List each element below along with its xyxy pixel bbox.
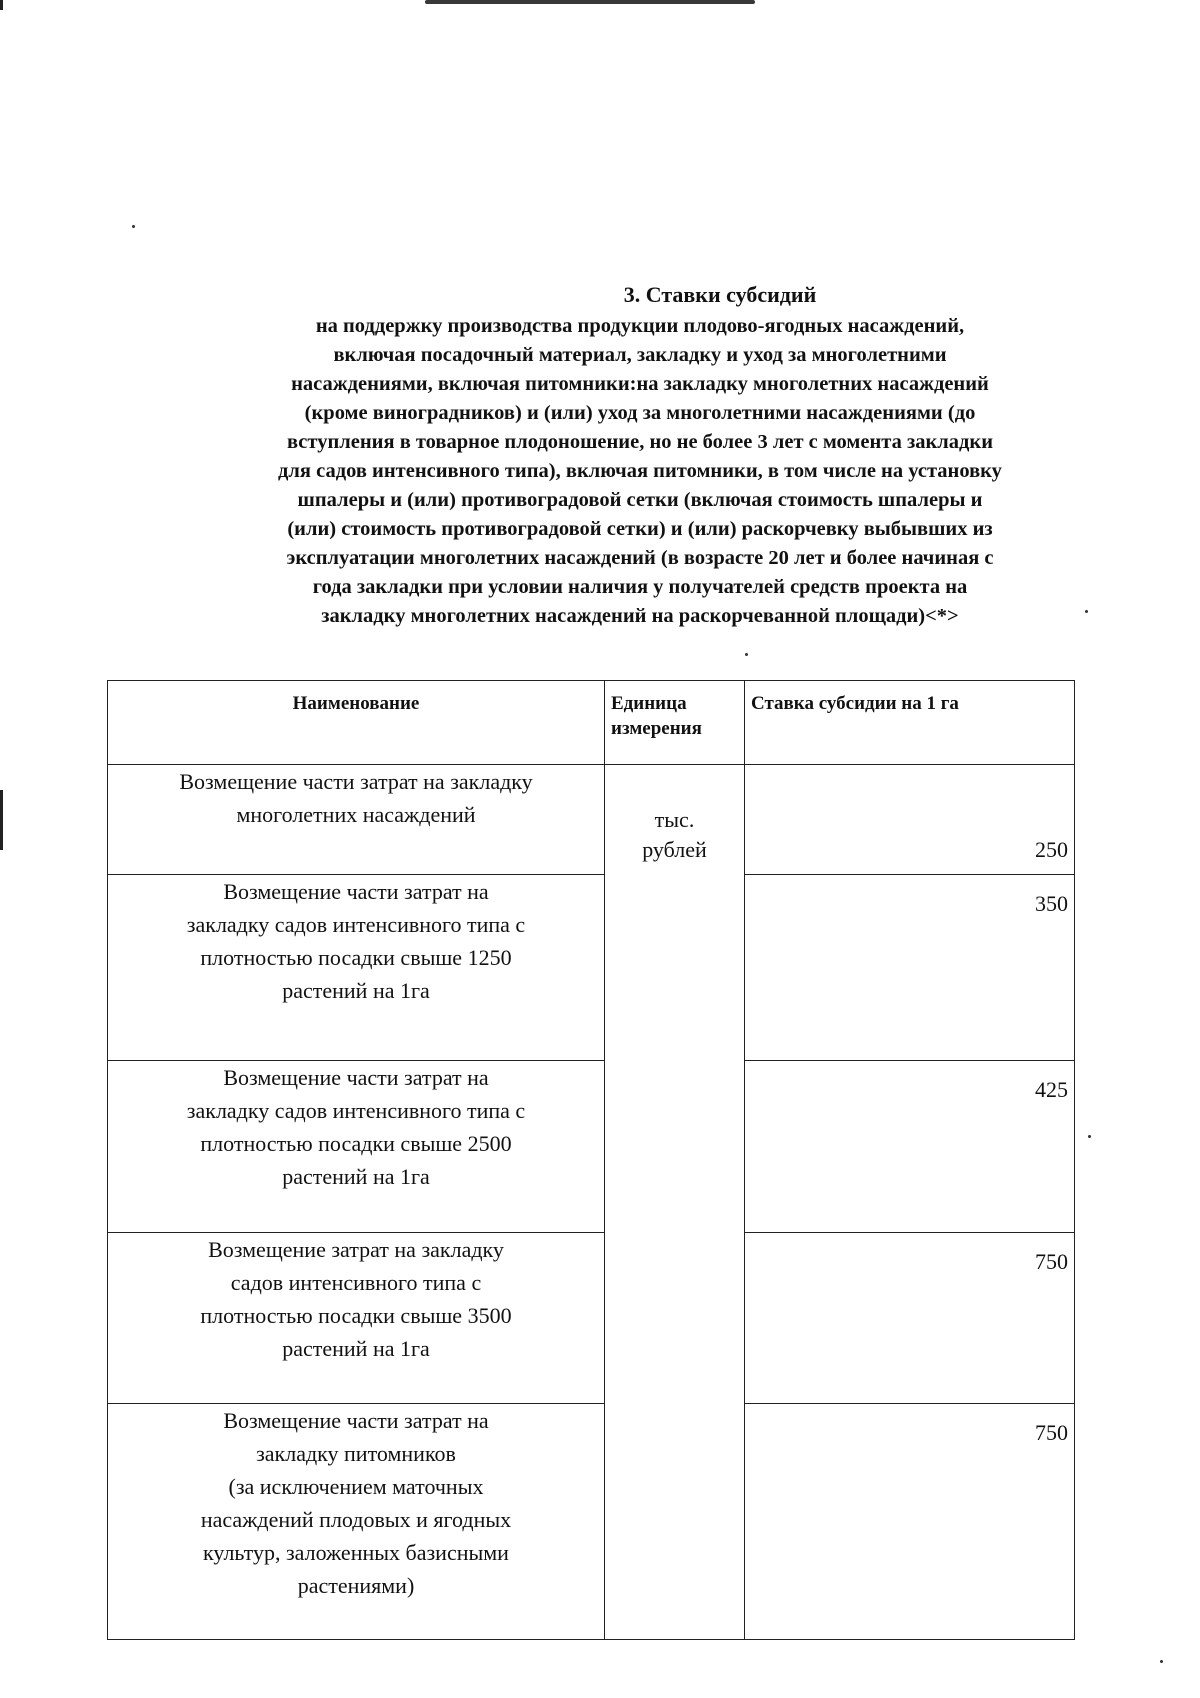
table-row	[108, 765, 1075, 875]
row-name: Возмещение затрат на закладку садов интенсивного типа с плотностью посадки свыше 3500 растений на 1га	[108, 1233, 605, 1404]
row-unit: тыс. рублей	[605, 765, 745, 1640]
document-header	[170, 280, 1110, 631]
row-rate: 425	[745, 1061, 1075, 1233]
scan-speck	[132, 225, 135, 228]
table-row	[108, 1233, 1075, 1404]
table-row	[108, 1061, 1075, 1233]
scan-speck	[745, 653, 748, 656]
table-header-row	[108, 681, 1075, 765]
table-row	[108, 1404, 1075, 1640]
document-subtitle: на поддержку производства продукции плодово-ягодных насаждений, включая посадочный материал, закладку и уход за многолетними насаждениями, включая питомники:на закладку многолетних насаждений (кроме виноградников) и (или) уход за многолетними насаждениями (до вступления в товарное плодоношение, но не более 3 лет с момента закладки для садов интенсивного типа), включая питомники, в том числе на установку шпалеры и (или) противоградовой сетки (включая стоимость шпалеры и (или) стоимость противоградовой сетки) и (или) раскорчевку выбывших из эксплуатации многолетних насаждений (в возрасте 20 лет и более начиная с года закладки при условии наличия у получателей средств проекта на закладку многолетних насаждений на раскорчеванной площади)<*>	[278, 315, 1002, 627]
row-rate: 350	[745, 875, 1075, 1061]
document-title: 3. Ставки субсидий	[623, 282, 817, 307]
scan-artifact-mark	[0, 790, 3, 850]
column-header-unit	[605, 681, 745, 765]
table-row	[108, 875, 1075, 1061]
row-name: Возмещение части затрат на закладку садов интенсивного типа с плотностью посадки свыше 1250 растений на 1га	[108, 875, 605, 1061]
scan-artifact-mark	[0, 0, 3, 10]
row-rate: 750	[745, 1404, 1075, 1640]
scan-artifact-line	[425, 0, 755, 4]
row-name: Возмещение части затрат на закладку садов интенсивного типа с плотностью посадки свыше 2500 растений на 1га	[108, 1061, 605, 1233]
subsidy-rates-table	[107, 680, 1075, 1640]
scan-speck	[1088, 1135, 1091, 1138]
column-header-unit-text: Единица измерения	[611, 693, 702, 739]
row-name: Возмещение части затрат на закладку питомников (за исключением маточных насаждений плодовых и ягодных культур, заложенных базисными растениями)	[108, 1404, 605, 1640]
row-name: Возмещение части затрат на закладку многолетних насаждений	[108, 765, 605, 875]
row-rate: 250	[745, 765, 1075, 875]
scan-speck	[1160, 1660, 1163, 1663]
row-rate: 750	[745, 1233, 1075, 1404]
column-header-rate: Ставка субсидии на 1 га	[745, 681, 1075, 765]
column-header-name: Наименование	[108, 681, 605, 765]
